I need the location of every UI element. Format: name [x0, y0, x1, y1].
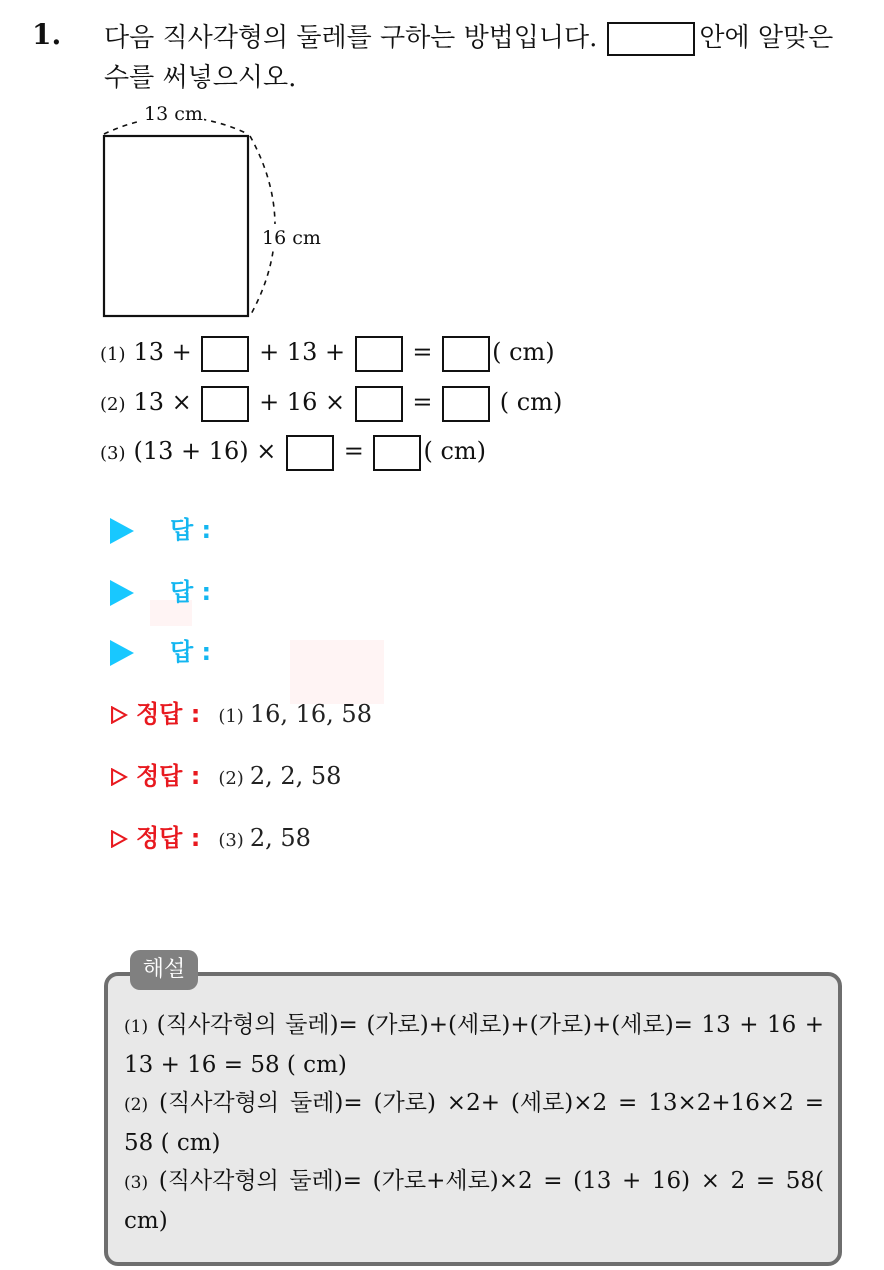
blank-box-icon [355, 386, 403, 422]
play-arrow-icon [110, 640, 134, 666]
height-label: 16 cm [262, 227, 321, 249]
equation-2 [100, 382, 562, 422]
blank-box-icon [201, 336, 249, 372]
answer-label: 답 : [170, 638, 212, 666]
correct-answer-label: 정답 : [136, 824, 201, 852]
solution-text [124, 1006, 824, 1240]
blank-box-icon [442, 386, 490, 422]
blank-box-icon [286, 435, 334, 471]
equation-label: (2) [100, 394, 126, 415]
solution-line-1 [124, 1006, 824, 1084]
hollow-triangle-icon [110, 830, 128, 848]
equation-3 [100, 431, 486, 471]
hollow-triangle-icon [110, 768, 128, 786]
answer-row-3 [110, 632, 211, 672]
equation-part: 13 + [133, 338, 192, 366]
correct-answer-number: (3) [218, 830, 244, 851]
correct-answer-row-2 [110, 756, 341, 796]
solution-line-number: (3) [124, 1173, 149, 1193]
rectangle-shape [104, 136, 248, 316]
equation-part: ( cm) [492, 338, 555, 366]
blank-box-icon [201, 386, 249, 422]
correct-answer-label: 정답 : [136, 762, 201, 790]
correct-answer-value: 16, 16, 58 [249, 700, 372, 728]
rectangle-figure [96, 98, 336, 324]
equation-part: = [343, 437, 364, 465]
equation-1 [100, 332, 555, 372]
equation-part: = [412, 388, 433, 416]
blank-box-icon [442, 336, 490, 372]
play-arrow-icon [110, 580, 134, 606]
correct-answer-number: (2) [218, 768, 244, 789]
equation-part: + 13 + [259, 338, 346, 366]
solution-line-3 [124, 1162, 824, 1240]
hollow-triangle-icon [110, 706, 128, 724]
answer-label: 답 : [170, 516, 212, 544]
question-text-after: 안에 알맞은 수를 써넣으시오. [104, 23, 834, 93]
solution-line-2 [124, 1084, 824, 1162]
solution-line-number: (2) [124, 1095, 149, 1115]
width-label: 13 cm [144, 103, 203, 125]
equation-label: (3) [100, 443, 126, 464]
blank-box-icon [373, 435, 421, 471]
equation-part: = [412, 338, 433, 366]
solution-tag: 해설 [130, 950, 198, 990]
solution-line-number: (1) [124, 1017, 149, 1037]
correct-answer-row-3 [110, 818, 311, 858]
equation-part: ( cm) [499, 388, 563, 416]
question-number: 1. [32, 18, 62, 51]
correct-answer-number: (1) [218, 706, 244, 727]
correct-answer-value: 2, 2, 58 [249, 762, 342, 790]
correct-answer-row-1 [110, 694, 372, 734]
equation-label: (1) [100, 344, 126, 365]
question-text-before: 다음 직사각형의 둘레를 구하는 방법입니다. [104, 23, 598, 53]
equation-part: (13 + 16) × [133, 437, 277, 465]
blank-box-icon [607, 22, 695, 56]
blank-box-icon [355, 336, 403, 372]
play-arrow-icon [110, 518, 134, 544]
question-text [104, 18, 864, 98]
equation-part: + 16 × [259, 388, 346, 416]
answer-row-2 [110, 572, 211, 612]
answer-label: 답 : [170, 578, 212, 606]
equation-part: 13 × [133, 388, 192, 416]
correct-answer-label: 정답 : [136, 700, 201, 728]
solution-line-text: (직사각형의 둘레)= (가로) ×2+ (세로)×2 = 13×2+16×2 = 58 ( cm) [124, 1090, 824, 1156]
solution-line-text: (직사각형의 둘레)= (가로)+(세로)+(가로)+(세로)= 13 + 16 + 13 + 16 = 58 ( cm) [124, 1012, 824, 1078]
correct-answer-value: 2, 58 [249, 824, 311, 852]
answer-row-1 [110, 510, 211, 550]
equation-part: ( cm) [423, 437, 487, 465]
solution-line-text: (직사각형의 둘레)= (가로+세로)×2 = (13 + 16) × 2 = 58( cm) [124, 1168, 825, 1234]
